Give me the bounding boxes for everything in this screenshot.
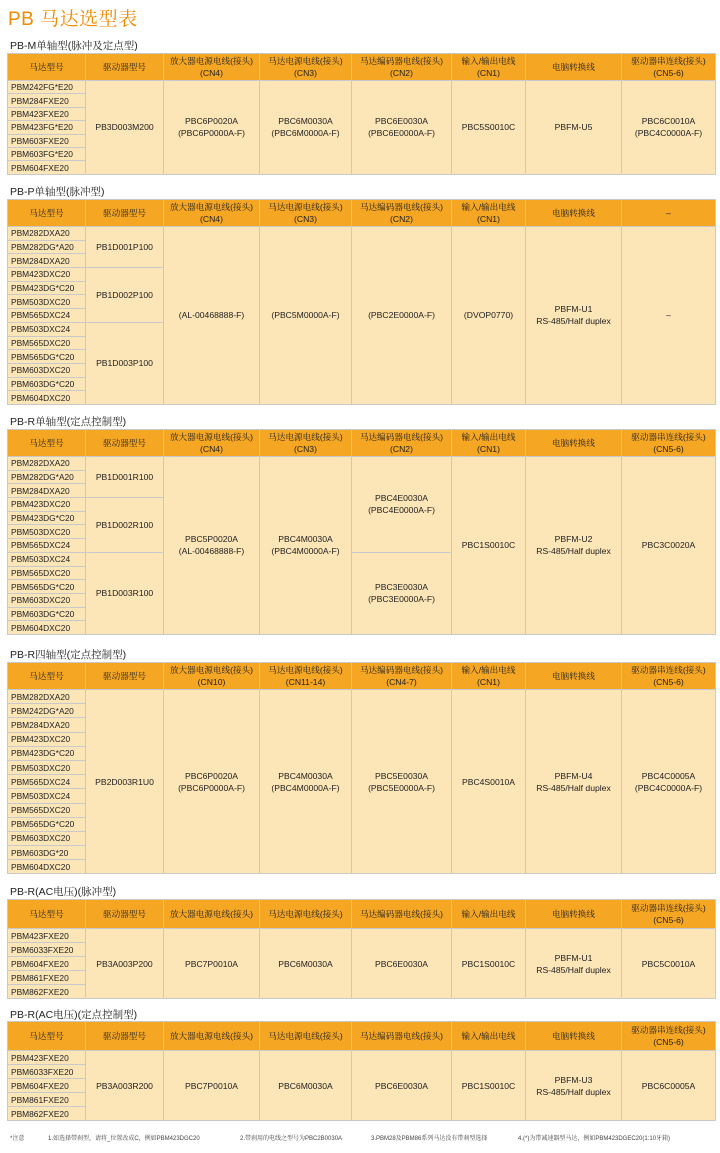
header-motor-model: 马达型号 <box>8 900 86 929</box>
io-cable-cell: PBC4S0010A <box>452 690 526 874</box>
section-title: PB-R(AC电压)(脉冲型) <box>10 886 117 898</box>
driver-model-cell: PB1D001R100 <box>86 457 164 498</box>
pc-converter-cell: PBFM-U5 <box>526 81 622 175</box>
motor-model-cell: PBM565DXC20 <box>8 336 86 350</box>
motor-model-cell: PBM604FXE20 <box>8 161 86 174</box>
io-cable-cell: PBC1S0010C <box>452 929 526 999</box>
motor-model-cell: PBM565DXC24 <box>8 309 86 323</box>
motor-model-cell: PBM565DG*C20 <box>8 580 86 594</box>
pc-converter-cell: PBFM-U1 RS-485/Half duplex <box>526 227 622 405</box>
header-encoder-cable: 马达编码器电线(接头) (CN4-7) <box>352 663 452 690</box>
section-title: PB-R(AC电压)(定点控制型) <box>10 1009 138 1021</box>
motor-model-cell: PBM423DG*C20 <box>8 746 86 760</box>
spec-table-ac-pulse <box>7 899 716 999</box>
motor-model-cell: PBM604FXE20 <box>8 1079 86 1093</box>
motor-model-cell: PBM861FXE20 <box>8 1093 86 1107</box>
motor-model-cell: PBM503DXC24 <box>8 552 86 566</box>
motor-model-cell: PBM565DXC20 <box>8 566 86 580</box>
header-motor-power-cable: 马达电源电线(接头) (CN3) <box>260 54 352 81</box>
header-driver-link-cable: 驱动器串连线(接头) (CN5-6) <box>622 54 716 81</box>
motor-model-cell: PBM423DXC20 <box>8 498 86 512</box>
header-amp-power-cable: 放大器电源电线(接头) (CN10) <box>164 663 260 690</box>
pc-converter-cell: PBFM-U2 RS-485/Half duplex <box>526 457 622 635</box>
section-title: PB-P单轴型(脉冲型) <box>10 186 105 198</box>
motor-model-cell: PBM6033FXE20 <box>8 1065 86 1079</box>
header-pc-converter: 电脑转换线 <box>526 1022 622 1051</box>
motor-model-cell: PBM604DXC20 <box>8 860 86 874</box>
motor-model-cell: PBM284DXA20 <box>8 484 86 498</box>
motor-model-cell: PBM503DXC20 <box>8 760 86 774</box>
motor-model-cell: PBM6033FXE20 <box>8 943 86 957</box>
header-amp-power-cable: 放大器电源电线(接头) <box>164 900 260 929</box>
motor-model-cell: PBM603DXC20 <box>8 363 86 377</box>
motor-model-cell: PBM282DXA20 <box>8 457 86 471</box>
motor-model-cell: PBM423DG*C20 <box>8 511 86 525</box>
motor-power-cable-cell: PBC4M0030A (PBC4M0000A-F) <box>260 457 352 635</box>
motor-model-cell: PBM565DXC20 <box>8 803 86 817</box>
motor-model-cell: PBM503DXC20 <box>8 295 86 309</box>
motor-model-cell: PBM284FXE20 <box>8 94 86 107</box>
motor-model-cell: PBM282DXA20 <box>8 227 86 241</box>
motor-model-cell: PBM565DG*C20 <box>8 350 86 364</box>
page-title: PB 马达选型表 <box>8 9 138 30</box>
motor-model-cell: PBM603DG*20 <box>8 846 86 860</box>
header-io-cable: 输入/输出电线 (CN1) <box>452 200 526 227</box>
motor-power-cable-cell: PBC6M0030A <box>260 929 352 999</box>
amp-power-cable-cell: PBC6P0020A (PBC6P0000A-F) <box>164 690 260 874</box>
header-driver-model: 驱动器型号 <box>86 430 164 457</box>
driver-model-cell: PB2D003R1U0 <box>86 690 164 874</box>
header-motor-model: 马达型号 <box>8 430 86 457</box>
driver-link-cable-cell: – <box>622 227 716 405</box>
amp-power-cable-cell: PBC5P0020A (AL-00468888-F) <box>164 457 260 635</box>
header-pc-converter: 电脑转换线 <box>526 54 622 81</box>
motor-model-cell: PBM282DG*A20 <box>8 240 86 254</box>
amp-power-cable-cell: PBC6P0020A (PBC6P0000A-F) <box>164 81 260 175</box>
encoder-cable-cell: PBC3E0030A (PBC3E0000A-F) <box>352 552 452 634</box>
header-motor-model: 马达型号 <box>8 1022 86 1051</box>
driver-link-cable-cell: PBC6C0005A <box>622 1051 716 1121</box>
motor-model-cell: PBM862FXE20 <box>8 1107 86 1121</box>
motor-model-cell: PBM565DXC24 <box>8 775 86 789</box>
motor-model-cell: PBM503DXC24 <box>8 789 86 803</box>
section-title: PB-R四轴型(定点控制型) <box>10 649 127 661</box>
driver-model-cell: PB1D001P100 <box>86 227 164 268</box>
section-title: PB-R单轴型(定点控制型) <box>10 416 127 428</box>
spec-table-ac-positioning <box>7 1021 716 1121</box>
header-encoder-cable: 马达编码器电线(接头) (CN2) <box>352 430 452 457</box>
driver-link-cable-cell: PBC4C0005A (PBC4C0000A-F) <box>622 690 716 874</box>
motor-model-cell: PBM565DXC24 <box>8 539 86 553</box>
motor-model-cell: PBM862FXE20 <box>8 985 86 999</box>
motor-power-cable-cell: PBC4M0030A (PBC4M0000A-F) <box>260 690 352 874</box>
header-motor-power-cable: 马达电源电线(接头) (CN3) <box>260 200 352 227</box>
encoder-cable-cell: PBC4E0030A (PBC4E0000A-F) <box>352 457 452 553</box>
pc-converter-cell: PBFM-U1 RS-485/Half duplex <box>526 929 622 999</box>
header-driver-link-cable: 驱动器串连线(接头) (CN5-6) <box>622 663 716 690</box>
header-driver-model: 驱动器型号 <box>86 1022 164 1051</box>
header-driver-link-cable: 驱动器串连线(接头) (CN5-6) <box>622 900 716 929</box>
header-driver-model: 驱动器型号 <box>86 900 164 929</box>
header-driver-model: 驱动器型号 <box>86 200 164 227</box>
header-driver-link-cable: 驱动器串连线(接头) (CN5-6) <box>622 1022 716 1051</box>
io-cable-cell: (DVOP0770) <box>452 227 526 405</box>
amp-power-cable-cell: (AL-00468888-F) <box>164 227 260 405</box>
header-driver-link-cable: 驱动器串连线(接头) (CN5-6) <box>622 430 716 457</box>
motor-model-cell: PBM603FXE20 <box>8 134 86 147</box>
driver-link-cable-cell: PBC5C0010A <box>622 929 716 999</box>
header-pc-converter: 电脑转换线 <box>526 200 622 227</box>
header-amp-power-cable: 放大器电源电线(接头) (CN4) <box>164 200 260 227</box>
motor-power-cable-cell: (PBC5M0000A-F) <box>260 227 352 405</box>
header-encoder-cable: 马达编码器电线(接头) <box>352 900 452 929</box>
motor-model-cell: PBM503DXC20 <box>8 525 86 539</box>
amp-power-cable-cell: PBC7P0010A <box>164 1051 260 1121</box>
motor-power-cable-cell: PBC6M0030A <box>260 1051 352 1121</box>
motor-model-cell: PBM503DXC24 <box>8 322 86 336</box>
header-motor-power-cable: 马达电源电线(接头) <box>260 900 352 929</box>
motor-model-cell: PBM603FG*E20 <box>8 147 86 160</box>
motor-model-cell: PBM242FG*E20 <box>8 81 86 94</box>
motor-model-cell: PBM565DG*C20 <box>8 817 86 831</box>
header-motor-power-cable: 马达电源电线(接头) (CN11-14) <box>260 663 352 690</box>
motor-model-cell: PBM861FXE20 <box>8 971 86 985</box>
header-driver-model: 驱动器型号 <box>86 54 164 81</box>
motor-model-cell: PBM284DXA20 <box>8 254 86 268</box>
header-io-cable: 输入/输出电线 <box>452 900 526 929</box>
motor-model-cell: PBM603DG*C20 <box>8 607 86 621</box>
motor-model-cell: PBM242DG*A20 <box>8 704 86 718</box>
driver-model-cell: PB1D002R100 <box>86 498 164 553</box>
header-amp-power-cable: 放大器电源电线(接头) <box>164 1022 260 1051</box>
pc-converter-cell: PBFM-U3 RS-485/Half duplex <box>526 1051 622 1121</box>
header-motor-model: 马达型号 <box>8 200 86 227</box>
header-motor-model: 马达型号 <box>8 663 86 690</box>
section-title: PB-M单轴型(脉冲及定点型) <box>10 40 138 52</box>
amp-power-cable-cell: PBC7P0010A <box>164 929 260 999</box>
motor-model-cell: PBM423DG*C20 <box>8 281 86 295</box>
motor-model-cell: PBM603DXC20 <box>8 593 86 607</box>
encoder-cable-cell: PBC6E0030A <box>352 929 452 999</box>
driver-model-cell: PB1D003R100 <box>86 552 164 634</box>
header-driver-link-cable: – <box>622 200 716 227</box>
motor-power-cable-cell: PBC6M0030A (PBC6M0000A-F) <box>260 81 352 175</box>
encoder-cable-cell: PBC6E0030A (PBC6E0000A-F) <box>352 81 452 175</box>
motor-model-cell: PBM282DG*A20 <box>8 470 86 484</box>
header-encoder-cable: 马达编码器电线(接头) (CN2) <box>352 54 452 81</box>
encoder-cable-cell: PBC6E0030A <box>352 1051 452 1121</box>
header-amp-power-cable: 放大器电源电线(接头) (CN4) <box>164 430 260 457</box>
pc-converter-cell: PBFM-U4 RS-485/Half duplex <box>526 690 622 874</box>
spec-table-pbr-single <box>7 429 716 635</box>
header-pc-converter: 电脑转换线 <box>526 430 622 457</box>
footnote: 4.(*)为带减速器型马达，例如PBM423DGEC20(1:10牙箱) <box>518 1136 671 1142</box>
header-pc-converter: 电脑转换线 <box>526 663 622 690</box>
header-io-cable: 输入/输出电线 <box>452 1022 526 1051</box>
header-motor-model: 马达型号 <box>8 54 86 81</box>
motor-model-cell: PBM423FG*E20 <box>8 121 86 134</box>
motor-model-cell: PBM423FXE20 <box>8 107 86 120</box>
motor-model-cell: PBM284DXA20 <box>8 718 86 732</box>
encoder-cable-cell: (PBC2E0000A-F) <box>352 227 452 405</box>
driver-model-cell: PB3A003P200 <box>86 929 164 999</box>
header-encoder-cable: 马达编码器电线(接头) <box>352 1022 452 1051</box>
spec-table-pbp <box>7 199 716 405</box>
spec-table-pbr-quad <box>7 662 716 874</box>
driver-model-cell: PB3A003R200 <box>86 1051 164 1121</box>
header-motor-power-cable: 马达电源电线(接头) (CN3) <box>260 430 352 457</box>
motor-model-cell: PBM603DG*C20 <box>8 377 86 391</box>
footnote: 1.如选择带刹型，请将_位置改成C，例如PBM423DGC20 <box>48 1136 200 1142</box>
motor-model-cell: PBM423DXC20 <box>8 732 86 746</box>
io-cable-cell: PBC5S0010C <box>452 81 526 175</box>
motor-model-cell: PBM423FXE20 <box>8 929 86 943</box>
motor-model-cell: PBM604DXC20 <box>8 621 86 635</box>
io-cable-cell: PBC1S0010C <box>452 1051 526 1121</box>
motor-model-cell: PBM603DXC20 <box>8 831 86 845</box>
header-io-cable: 输入/输出电线 (CN1) <box>452 663 526 690</box>
header-driver-model: 驱动器型号 <box>86 663 164 690</box>
driver-model-cell: PB1D003P100 <box>86 322 164 404</box>
header-encoder-cable: 马达编码器电线(接头) (CN2) <box>352 200 452 227</box>
header-io-cable: 输入/输出电线 (CN1) <box>452 430 526 457</box>
driver-link-cable-cell: PBC6C0010A (PBC4C0000A-F) <box>622 81 716 175</box>
footnote-label: *注意 <box>10 1136 25 1142</box>
footnote: 3.PBM28及PBM86系列马达没有带刹型选择 <box>371 1136 488 1142</box>
motor-model-cell: PBM604DXC20 <box>8 391 86 405</box>
motor-model-cell: PBM282DXA20 <box>8 690 86 704</box>
footnote: 2.带刹用的电线之型号为PBC2B0030A <box>240 1136 343 1142</box>
encoder-cable-cell: PBC5E0030A (PBC5E0000A-F) <box>352 690 452 874</box>
spec-table-pbm <box>7 53 716 175</box>
header-amp-power-cable: 放大器电源电线(接头) (CN4) <box>164 54 260 81</box>
header-pc-converter: 电脑转换线 <box>526 900 622 929</box>
driver-model-cell: PB1D002P100 <box>86 268 164 323</box>
driver-link-cable-cell: PBC3C0020A <box>622 457 716 635</box>
motor-model-cell: PBM423FXE20 <box>8 1051 86 1065</box>
motor-model-cell: PBM604FXE20 <box>8 957 86 971</box>
header-motor-power-cable: 马达电源电线(接头) <box>260 1022 352 1051</box>
io-cable-cell: PBC1S0010C <box>452 457 526 635</box>
header-io-cable: 输入/输出电线 (CN1) <box>452 54 526 81</box>
motor-model-cell: PBM423DXC20 <box>8 268 86 282</box>
driver-model-cell: PB3D003M200 <box>86 81 164 175</box>
